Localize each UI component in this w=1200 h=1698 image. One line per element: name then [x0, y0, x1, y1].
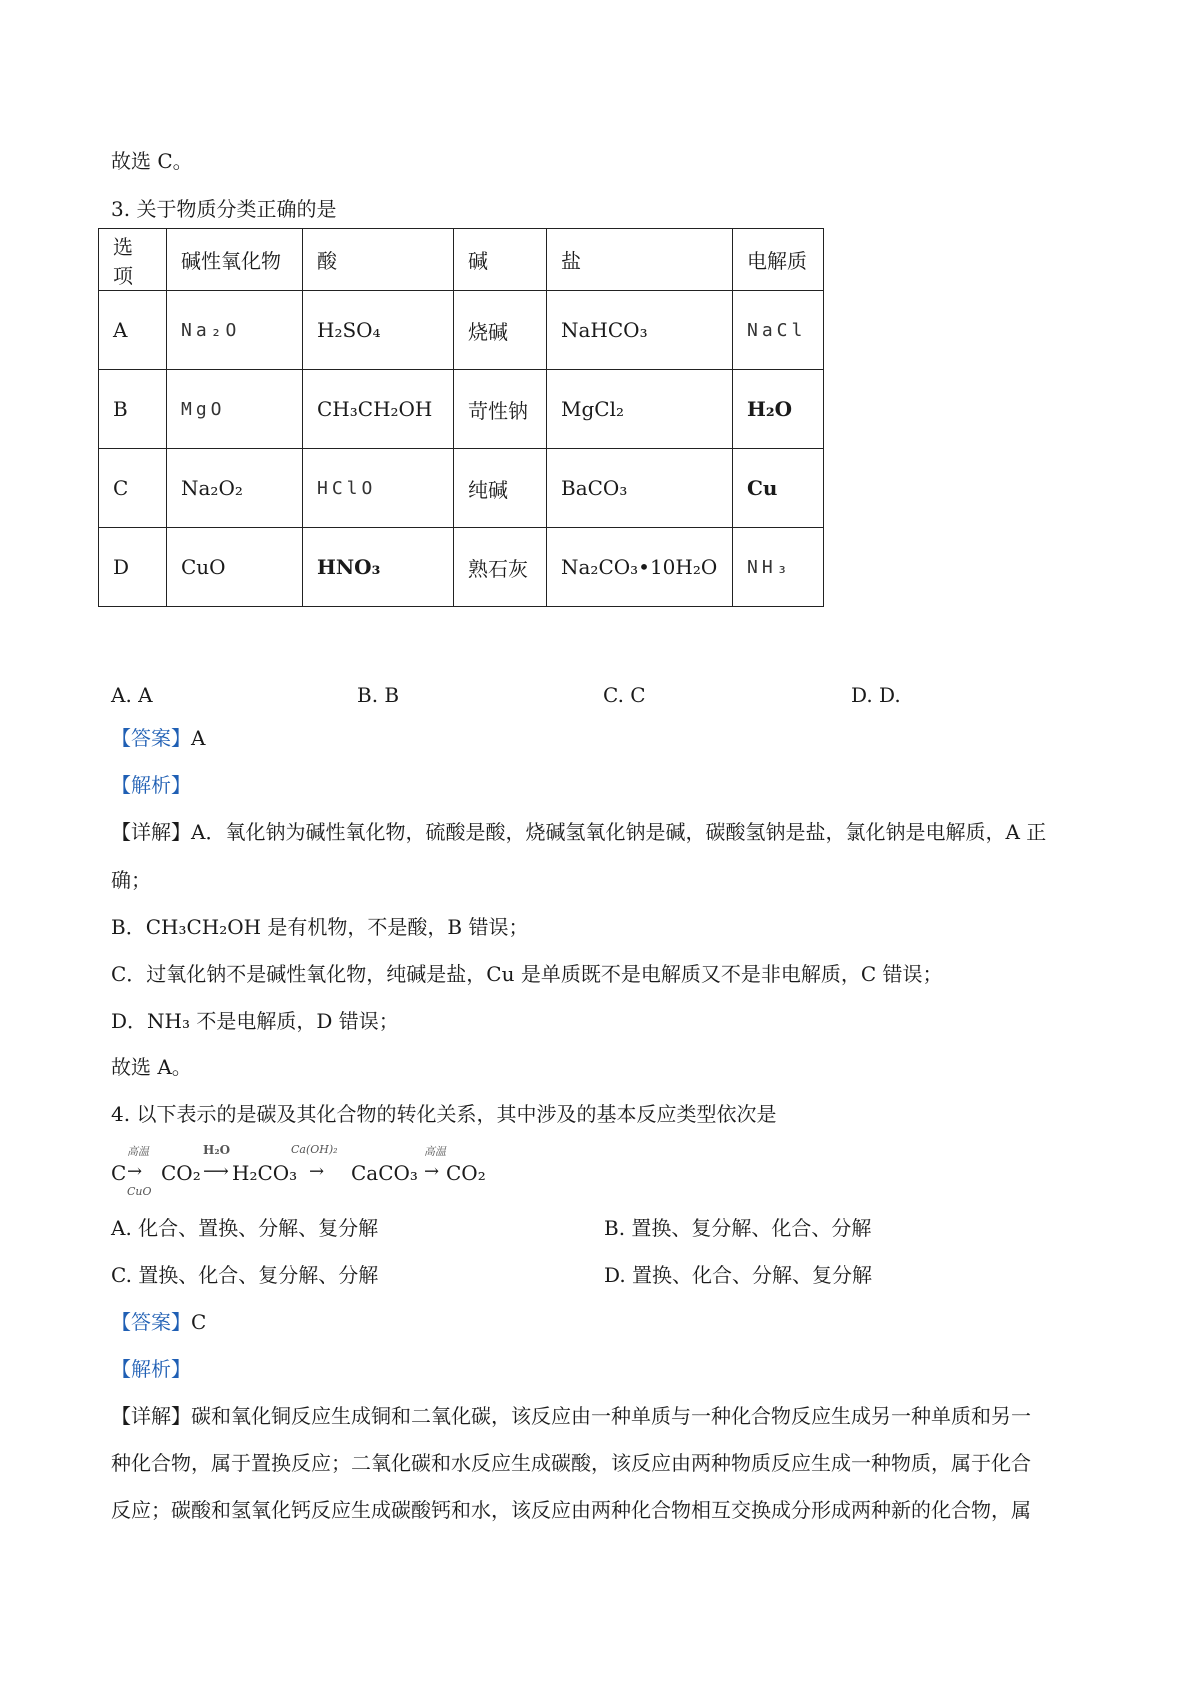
q3-classification-table: [98, 228, 824, 607]
header-basic-oxide: 碱性氧化物: [167, 229, 303, 291]
cell-electrolyte: H₂O: [733, 370, 824, 449]
cell-acid: HClO: [303, 449, 454, 528]
cell-oxide: Na₂O₂: [167, 449, 303, 528]
species-caco3: CaCO₃: [351, 1161, 418, 1185]
cell-electrolyte: Cu: [733, 449, 824, 528]
table-row: [99, 291, 824, 370]
answer-label: 【答案】: [111, 1310, 191, 1334]
q4-option-b[interactable]: B. 置换、复分解、化合、分解: [604, 1216, 872, 1240]
table-header-row: [99, 229, 824, 291]
cell-salt: Na₂CO₃•10H₂O: [547, 528, 733, 607]
q3-detail-d: D．NH₃ 不是电解质，D 错误；: [111, 1009, 399, 1033]
q3-analysis-label: 【解析】: [111, 773, 191, 797]
table-row: [99, 370, 824, 449]
q4-stem: 4. 以下表示的是碳及其化合物的转化关系，其中涉及的基本反应类型依次是: [111, 1102, 777, 1126]
cell-electrolyte: NaCl: [733, 291, 824, 370]
arrow-3: →: [309, 1161, 325, 1182]
arrow-1: →: [127, 1161, 143, 1182]
detail-label: 【详解】: [111, 820, 191, 844]
condition-caoh2: Ca(OH)₂: [291, 1143, 338, 1156]
q4-detail-line2: 种化合物，属于置换反应；二氧化碳和水反应生成碳酸，该反应由两种物质反应生成一种物质，属于化合: [111, 1451, 1031, 1475]
header-option: 选项: [99, 229, 167, 291]
species-c: C: [111, 1161, 127, 1185]
condition-high-temp-1: 高温: [127, 1145, 149, 1158]
species-h2co3: H₂CO₃: [232, 1161, 298, 1185]
q4-analysis-label: 【解析】: [111, 1357, 191, 1381]
detail-a-text: A．氧化钠为碱性氧化物，硫酸是酸，烧碱氢氧化钠是碱，碳酸氢钠是盐，氯化钠是电解质，A 正: [191, 820, 1047, 844]
row-option: B: [99, 370, 167, 449]
cell-salt: BaCO₃: [547, 449, 733, 528]
previous-conclusion: 故选 C。: [111, 149, 193, 173]
cell-acid: CH₃CH₂OH: [303, 370, 454, 449]
header-base: 碱: [454, 229, 547, 291]
table-row: [99, 449, 824, 528]
option-c[interactable]: C. C: [603, 683, 646, 707]
q4-option-a[interactable]: A. 化合、置换、分解、复分解: [111, 1216, 379, 1240]
q3-stem: 3. 关于物质分类正确的是: [111, 197, 337, 221]
detail-label: 【详解】: [111, 1404, 191, 1428]
condition-high-temp-2: 高温: [424, 1145, 446, 1158]
q4-detail-line3: 反应；碳酸和氢氧化钙反应生成碳酸钙和水，该反应由两种化合物相互交换成分形成两种新的化合物，属: [111, 1498, 1031, 1522]
q4-option-d[interactable]: D. 置换、化合、分解、复分解: [604, 1263, 873, 1287]
answer-value: C: [191, 1310, 207, 1334]
q4-option-c[interactable]: C. 置换、化合、复分解、分解: [111, 1263, 379, 1287]
q3-detail-a-line2: 确；: [111, 868, 151, 892]
header-acid: 酸: [303, 229, 454, 291]
row-option: A: [99, 291, 167, 370]
q4-detail-line1: [111, 1406, 1031, 1426]
q3-detail-c: C．过氧化钠不是碱性氧化物，纯碱是盐，Cu 是单质既不是电解质又不是非电解质，C 错误；: [111, 962, 943, 986]
detail-text: 碳和氧化铜反应生成铜和二氧化碳，该反应由一种单质与一种化合物反应生成另一种单质和另一: [191, 1404, 1031, 1428]
cell-base: 苛性钠: [454, 370, 547, 449]
q3-answer: [111, 728, 205, 748]
condition-cuo: CuO: [127, 1185, 152, 1198]
cell-base: 纯碱: [454, 449, 547, 528]
cell-salt: MgCl₂: [547, 370, 733, 449]
cell-oxide: Na₂O: [167, 291, 303, 370]
q3-detail-b: B．CH₃CH₂OH 是有机物，不是酸，B 错误；: [111, 915, 529, 939]
cell-oxide: MgO: [167, 370, 303, 449]
cell-acid: HNO₃: [303, 528, 454, 607]
answer-value: A: [191, 726, 206, 750]
species-co2-product: CO₂: [446, 1161, 486, 1185]
cell-salt: NaHCO₃: [547, 291, 733, 370]
answer-label: 【答案】: [111, 726, 191, 750]
header-salt: 盐: [547, 229, 733, 291]
q4-answer: [111, 1312, 206, 1332]
header-electrolyte: 电解质: [733, 229, 824, 291]
row-option: D: [99, 528, 167, 607]
arrow-2: ⟶: [203, 1161, 229, 1182]
cell-acid: H₂SO₄: [303, 291, 454, 370]
cell-base: 熟石灰: [454, 528, 547, 607]
table-row: [99, 528, 824, 607]
q3-detail-a-line1: [111, 822, 1046, 842]
q3-conclusion: 故选 A。: [111, 1055, 192, 1079]
cell-electrolyte: NH₃: [733, 528, 824, 607]
option-a[interactable]: A. A: [111, 683, 153, 707]
option-d[interactable]: D. D.: [851, 683, 901, 707]
cell-base: 烧碱: [454, 291, 547, 370]
cell-oxide: CuO: [167, 528, 303, 607]
species-co2: CO₂: [161, 1161, 201, 1185]
row-option: C: [99, 449, 167, 528]
condition-h2o: H₂O: [203, 1143, 231, 1157]
arrow-4: →: [424, 1161, 440, 1182]
option-b[interactable]: B. B: [357, 683, 400, 707]
